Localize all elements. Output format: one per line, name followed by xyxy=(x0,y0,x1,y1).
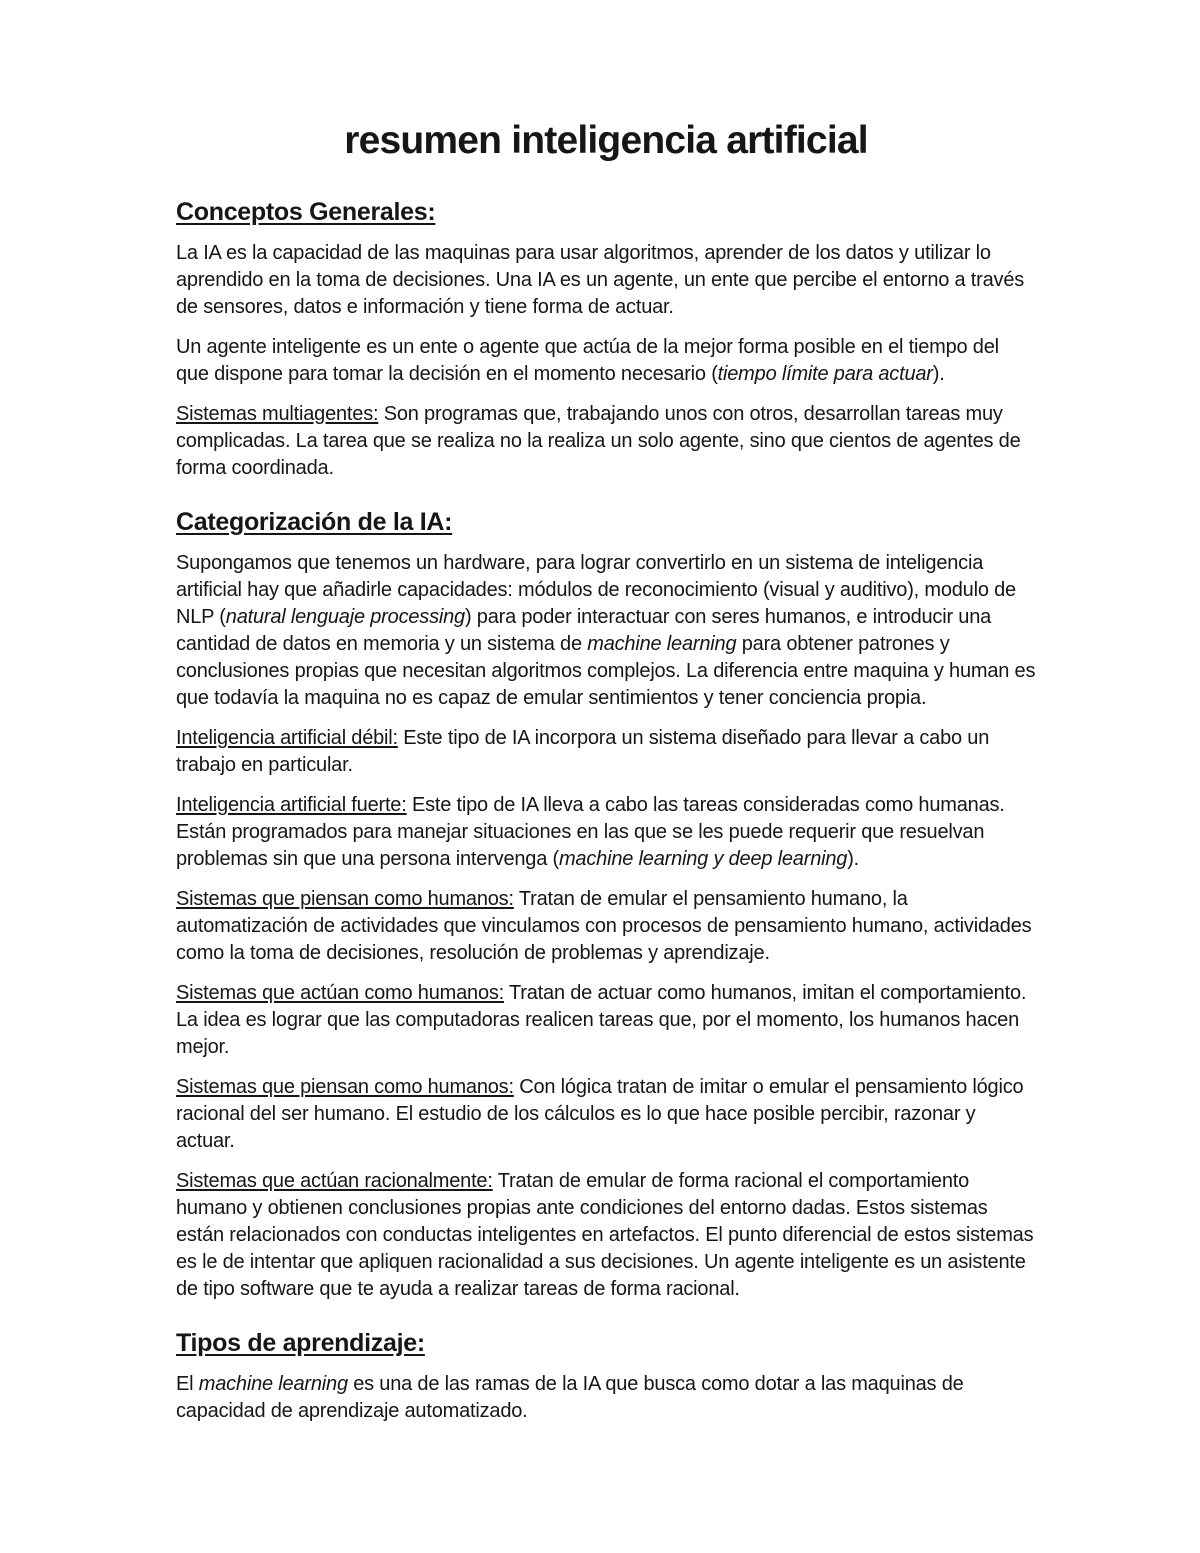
document-body xyxy=(176,196,1036,1425)
text-run: El xyxy=(176,1373,199,1395)
paragraph xyxy=(176,1074,1036,1155)
text-run: tiempo límite para actuar xyxy=(717,363,933,385)
section-heading xyxy=(176,506,1036,538)
text-run: machine learning y deep learning xyxy=(558,848,848,870)
paragraph xyxy=(176,334,1036,388)
paragraph xyxy=(176,792,1036,873)
paragraph xyxy=(176,886,1036,967)
text-run: Este tipo de IA lleva a cabo las tareas consideradas como humanas. Están programados para manejar situaciones en las que se les puede requerir que resuelvan problemas sin que una persona intervenga ( xyxy=(176,794,1005,870)
text-run: Con lógica tratan de imitar o emular el pensamiento lógico racional del ser humano. El estudio de los cálculos es lo que hace posible percibir, razonar y actuar. xyxy=(176,1076,1024,1152)
text-run: Sistemas que piensan como humanos: xyxy=(176,888,514,910)
text-run: para obtener patrones y conclusiones propias que necesitan algoritmos complejos. La diferencia entre maquina y human es que todavía la maquina no es capaz de emular sentimientos y tener conciencia propia. xyxy=(176,633,1036,709)
text-run: ). xyxy=(847,848,860,870)
paragraph xyxy=(176,725,1036,779)
text-run: Tratan de emular de forma racional el comportamiento humano y obtienen conclusiones propias ante condiciones del entorno dadas. Estos sistemas están relacionados con conductas inteligentes en artefactos. El punto diferencial de estos sistemas es le de intentar que apliquen racionalidad a sus decisiones. Un agente inteligente es un asistente de tipo software que te ayuda a realizar tareas de forma racional. xyxy=(176,1170,1034,1300)
text-run: Supongamos que tenemos un hardware, para lograr convertirlo en un sistema de inteligencia artificial hay que añadirle capacidades: módulos de reconocimiento (visual y auditivo), modulo de NLP ( xyxy=(176,552,1016,628)
paragraph xyxy=(176,550,1036,712)
paragraph xyxy=(176,1371,1036,1425)
section-heading xyxy=(176,1327,1036,1359)
text-run: natural lenguaje processing xyxy=(225,606,465,628)
text-run: Tratan de emular el pensamiento humano, la automatización de actividades que vinculamos con procesos de pensamiento humano, actividades como la toma de decisiones, resolución de problemas y aprendizaje. xyxy=(176,888,1032,964)
text-run: La IA es la capacidad de las maquinas para usar algoritmos, aprender de los datos y utilizar lo aprendido en la toma de decisiones. Una IA es un agente, un ente que percibe el entorno a través de sensores, datos e información y tiene forma de actuar. xyxy=(176,242,1025,318)
text-run: machine learning xyxy=(198,1373,348,1395)
text-run: Son programas que, trabajando unos con otros, desarrollan tareas muy complicadas. La tarea que se realiza no la realiza un solo agente, sino que cientos de agentes de forma coordinada. xyxy=(176,403,1021,479)
text-run: Categorización de la IA: xyxy=(176,508,453,536)
document-title: resumen inteligencia artificial xyxy=(344,119,868,162)
paragraph xyxy=(176,240,1036,321)
text-run: Un agente inteligente es un ente o agente que actúa de la mejor forma posible en el tiempo del que dispone para tomar la decisión en el momento necesario ( xyxy=(176,336,999,385)
text-run: ) para poder interactuar con seres humanos, e introducir una cantidad de datos en memoria y un sistema de xyxy=(176,606,992,655)
paragraph xyxy=(176,980,1036,1061)
paragraph xyxy=(176,1168,1036,1303)
text-run: Inteligencia artificial fuerte: xyxy=(176,794,407,816)
text-run: Sistemas que piensan como humanos: xyxy=(176,1076,514,1098)
text-run: Tratan de actuar como humanos, imitan el comportamiento. La idea es lograr que las computadoras realicen tareas que, por el momento, los humanos hacen mejor. xyxy=(176,982,1027,1058)
text-run: Sistemas que actúan racionalmente: xyxy=(176,1170,493,1192)
text-run: es una de las ramas de la IA que busca como dotar a las maquinas de capacidad de aprendizaje automatizado. xyxy=(176,1373,964,1422)
text-run: Sistemas multiagentes: xyxy=(176,403,379,425)
section-heading xyxy=(176,196,1036,228)
text-run: Conceptos Generales: xyxy=(176,198,436,226)
paragraph xyxy=(176,401,1036,482)
text-run: machine learning xyxy=(587,633,737,655)
text-run: Inteligencia artificial débil: xyxy=(176,727,398,749)
text-run: Tipos de aprendizaje: xyxy=(176,1329,425,1357)
text-run: Sistemas que actúan como humanos: xyxy=(176,982,505,1004)
text-run: Este tipo de IA incorpora un sistema diseñado para llevar a cabo un trabajo en particular. xyxy=(176,727,990,776)
text-run: ). xyxy=(932,363,945,385)
